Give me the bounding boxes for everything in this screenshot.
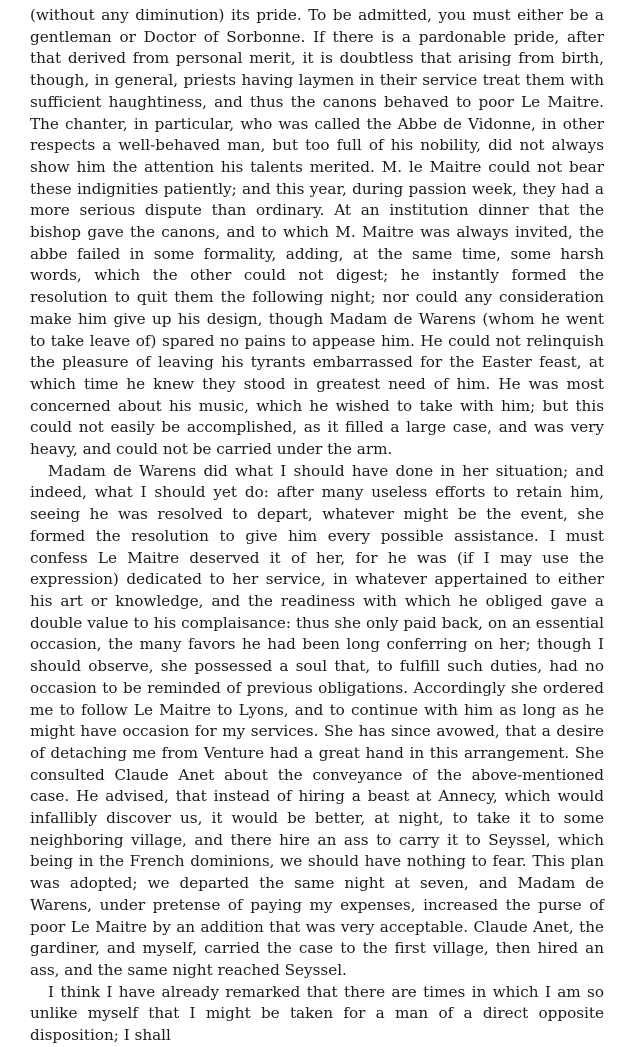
paragraph-continuation: (without any diminution) its pride. To be admitted, you must either be a gentleman or Doctor of Sorbonne. If there is a pardonable pride, after that derived from personal merit, it is doubtless that arising from birth, though, in general, priests having laymen in their service treat them with sufficient haughtiness, and thus the canons behaved to poor Le Maitre. The chanter, in particular, who was called the Abbe de Vidonne, in other respects a well-behaved man, but too full of his nobility, did not always show him the attention his talents merited. M. le Maitre could not bear these indignities patiently; and this year, during passion week, they had a more serious dispute than ordinary. At an institution dinner that the bishop gave the canons, and to which M. Maitre was always invited, the abbe failed in some formality, adding, at the same time, some harsh words, which the other could not digest; he instantly formed the resolution to quit them the following night; nor could any consideration make him give up his design, though Madam de Warens (whom he went to take leave of) spared no pains to appease him. He could not relinquish the pleasure of leaving his tyrants embarrassed for the Easter feast, at which time he knew they stood in greatest need of him. He was most concerned about his music, which he wished to take with him; but this could not easily be accomplished, as it filled a large case, and was very heavy, and could not be carried under the arm. [30,6,604,459]
paragraph-unlike-myself: I think I have already remarked that there are times in which I am so unlike myself that I might be taken for a man of a direct opposite disposition; I shall [30,982,604,1045]
paragraph-madam-de-warens: Madam de Warens did what I should have done in her situation; and indeed, what I should yet do: after many useless efforts to retain him, seeing he was resolved to depart, whatever might be the event, she formed the resolution to give him every possible assistance. I must confess Le Maitre deserved it of her, for he was (if I may use the expression) dedicated to her service, in whatever appertained to either his art or knowledge, and the readiness with which he obliged gave a double value to his complaisance: thus she only paid back, on an essential occasion, the many favors he had been long conferring on her; though I should observe, she possessed a soul that, to fulfill such duties, had no occasion to be reminded of previous obligations. Accordingly she ordered me to follow Le Maitre to Lyons, and to continue with him as long as he might have occasion for my services. She has since avowed, that a desire of detaching me from Venture had a great hand in this arrangement. She consulted Claude Anet about the conveyance of the above-mentioned case. He advised, that instead of hiring a beast at Annecy, which would infallibly discover us, it would be better, at night, to take it to some neighboring village, and there hire an ass to carry it to Seyssel, which being in the French dominions, we should have nothing to fear. This plan was adopted; we departed the same night at seven, and Madam de Warens, under pretense of paying my expenses, increased the purse of poor Le Maitre by an addition that was very acceptable. Claude Anet, the gardiner, and myself, carried the case to the first village, then hired an ass, and the same night reached Seyssel. [30,461,604,979]
